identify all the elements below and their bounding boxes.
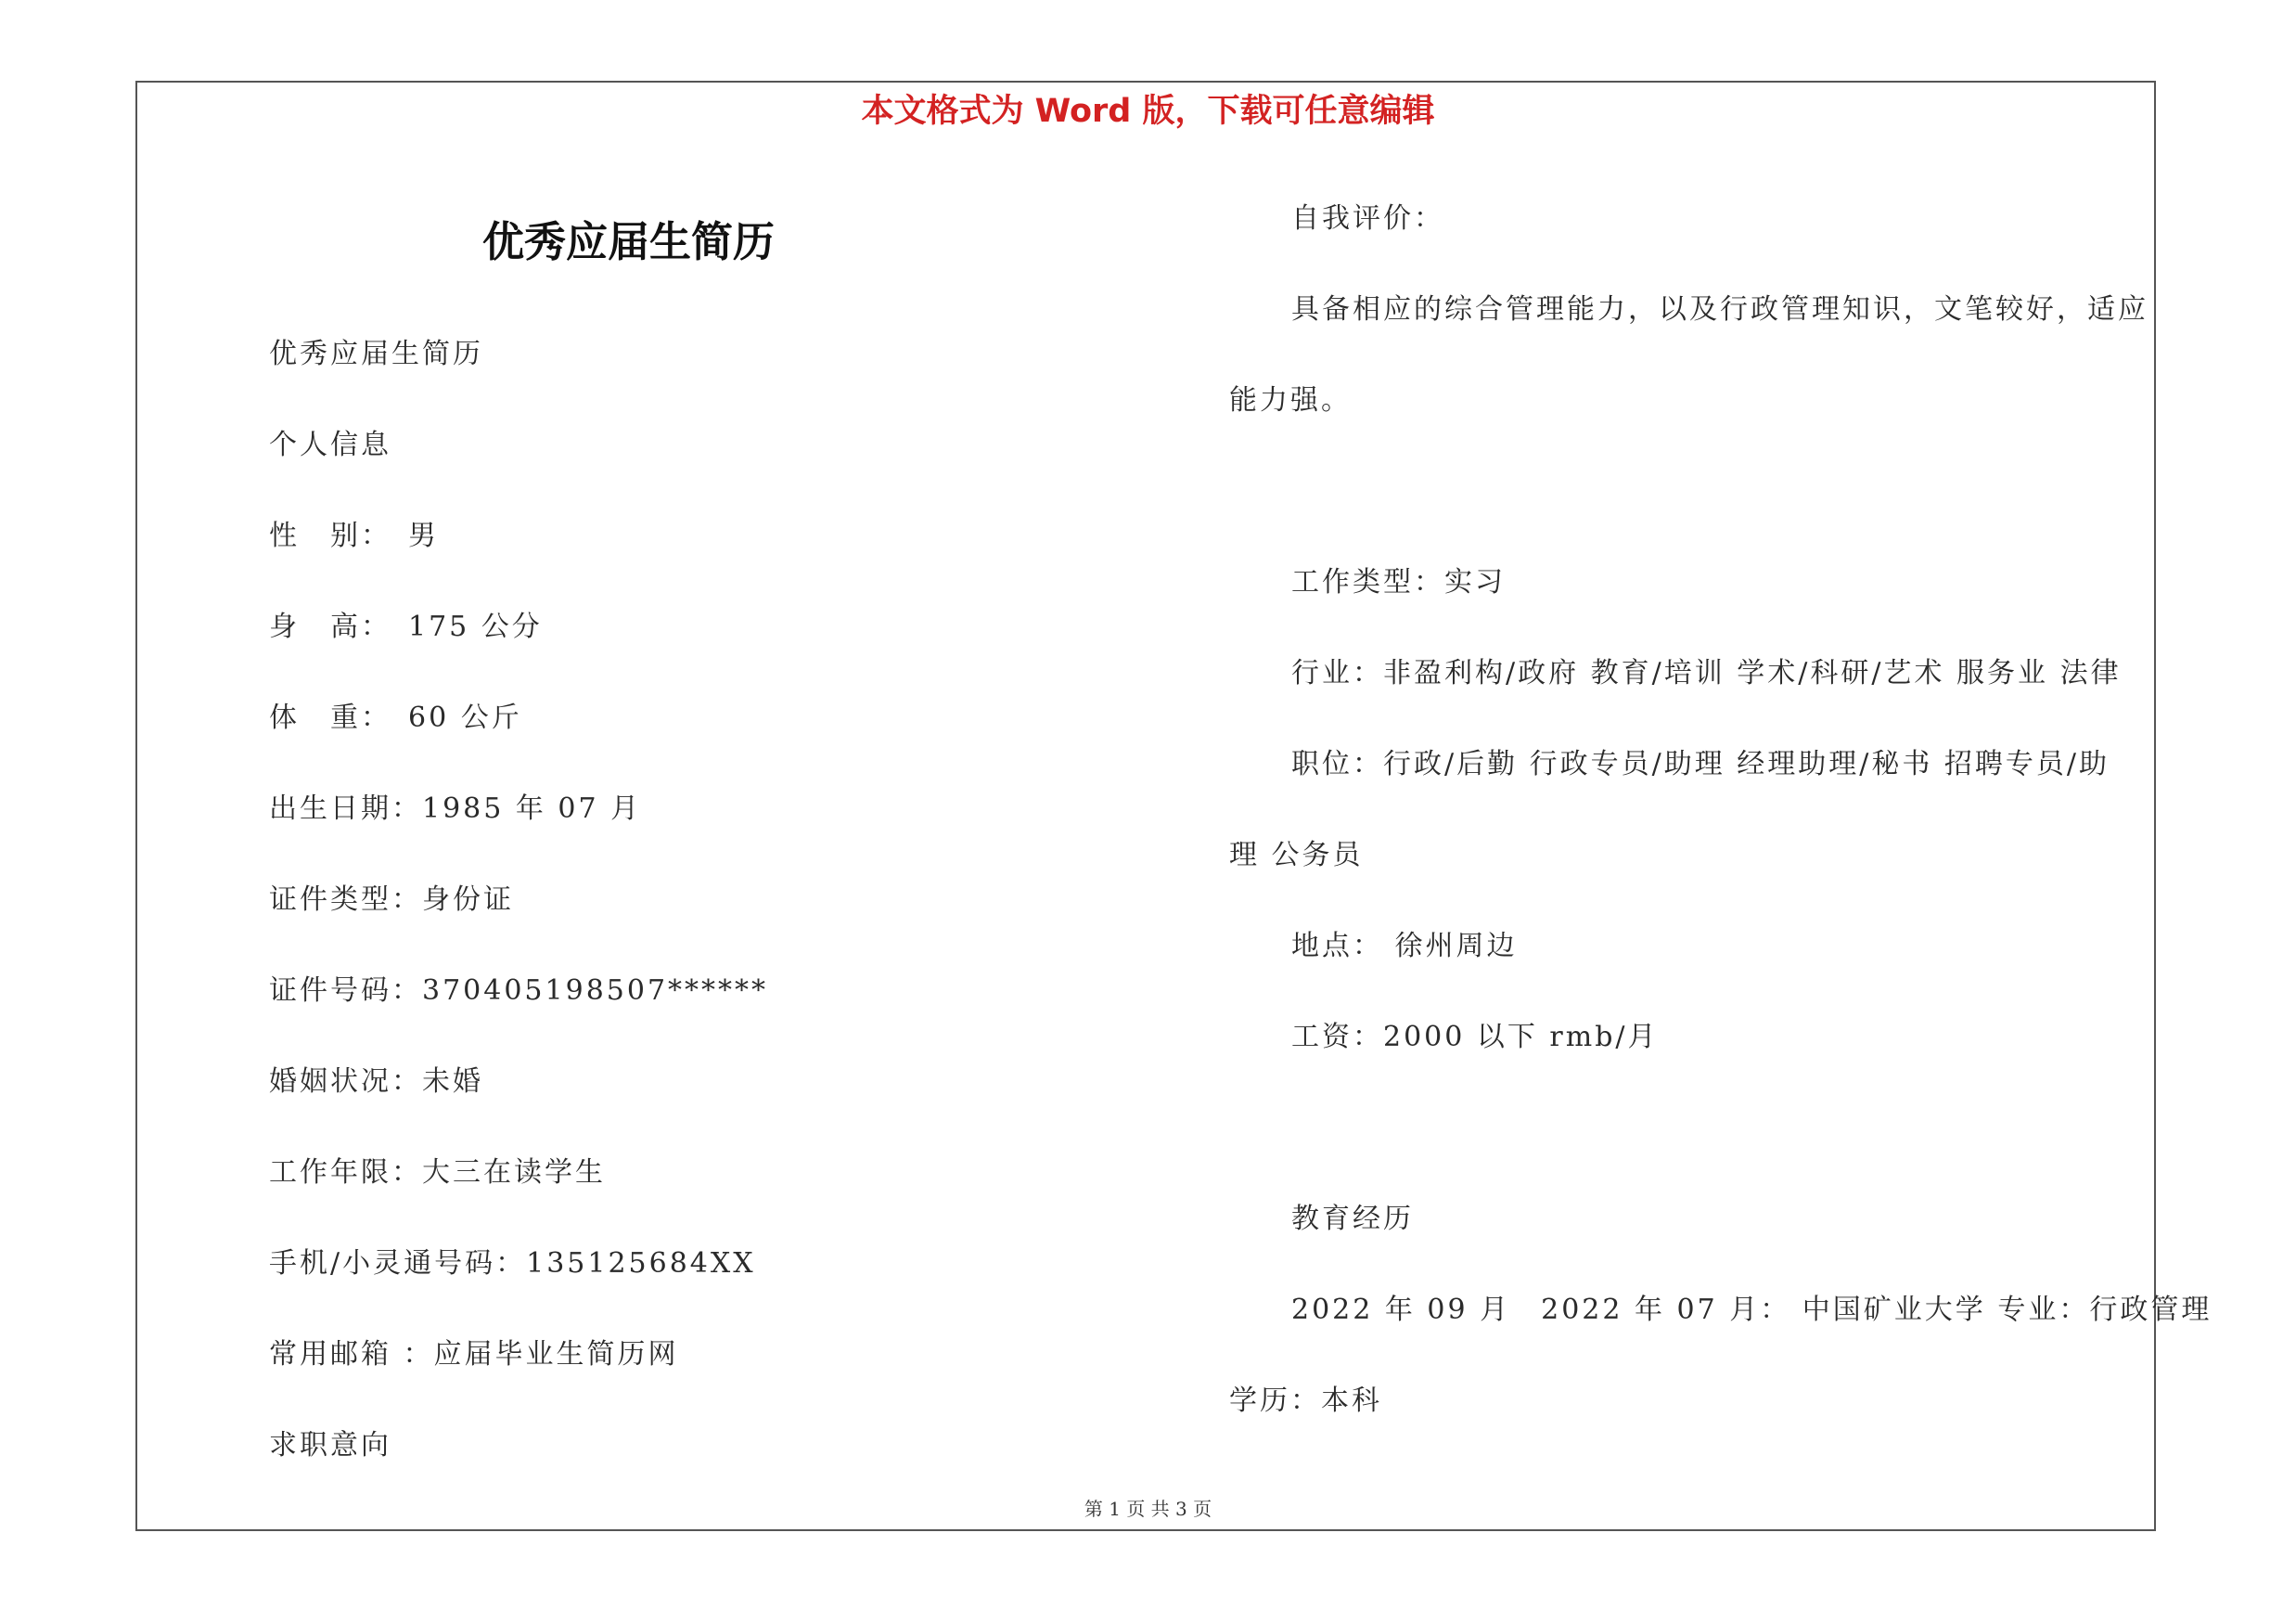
birth-date-line: 出生日期：1985 年 07 月 xyxy=(269,792,642,825)
position-line: 职位：行政/后勤 行政专员/助理 经理助理/秘书 招聘专员/助 xyxy=(1291,748,2110,780)
gender-line: 性 别： 男 xyxy=(269,520,439,552)
email-line: 常用邮箱 ：应届毕业生简历网 xyxy=(269,1338,679,1371)
phone-line: 手机/小灵通号码：135125684XX xyxy=(269,1247,756,1280)
salary-line: 工资：2000 以下 rmb/月 xyxy=(1291,1021,1659,1053)
work-years-line: 工作年限：大三在读学生 xyxy=(269,1156,606,1189)
education-heading: 教育经历 xyxy=(1291,1203,1414,1235)
marital-status-line: 婚姻状况：未婚 xyxy=(269,1065,483,1098)
document-title: 优秀应届生简历 xyxy=(482,217,776,266)
resume-subtitle: 优秀应届生简历 xyxy=(269,338,483,370)
id-type-line: 证件类型：身份证 xyxy=(269,883,514,916)
id-number-line: 证件号码：370405198507****** xyxy=(269,974,769,1007)
position-line-continued: 理 公务员 xyxy=(1229,839,1364,871)
education-entry: 2022 年 09 月 2022 年 07 月： 中国矿业大学 专业：行政管理 xyxy=(1291,1294,2213,1326)
editable-notice-banner: 本文格式为 Word 版，下载可任意编辑 xyxy=(861,93,1435,130)
job-intention-heading: 求职意向 xyxy=(269,1429,391,1462)
height-line: 身 高： 175 公分 xyxy=(269,611,543,643)
weight-line: 体 重： 60 公斤 xyxy=(269,702,522,734)
job-type-line: 工作类型：实习 xyxy=(1291,566,1506,599)
self-evaluation-text: 具备相应的综合管理能力，以及行政管理知识，文笔较好，适应 xyxy=(1291,293,2148,326)
industry-line: 行业：非盈利构/政府 教育/培训 学术/科研/艺术 服务业 法律 xyxy=(1291,657,2122,689)
self-evaluation-text-continued: 能力强。 xyxy=(1229,384,1352,417)
page-number-footer: 第 1 页 共 3 页 xyxy=(1084,1498,1212,1520)
location-line: 地点： 徐州周边 xyxy=(1291,930,1518,962)
personal-info-heading: 个人信息 xyxy=(269,429,391,461)
self-evaluation-label: 自我评价： xyxy=(1291,202,1444,235)
education-degree-line: 学历：本科 xyxy=(1229,1385,1382,1417)
